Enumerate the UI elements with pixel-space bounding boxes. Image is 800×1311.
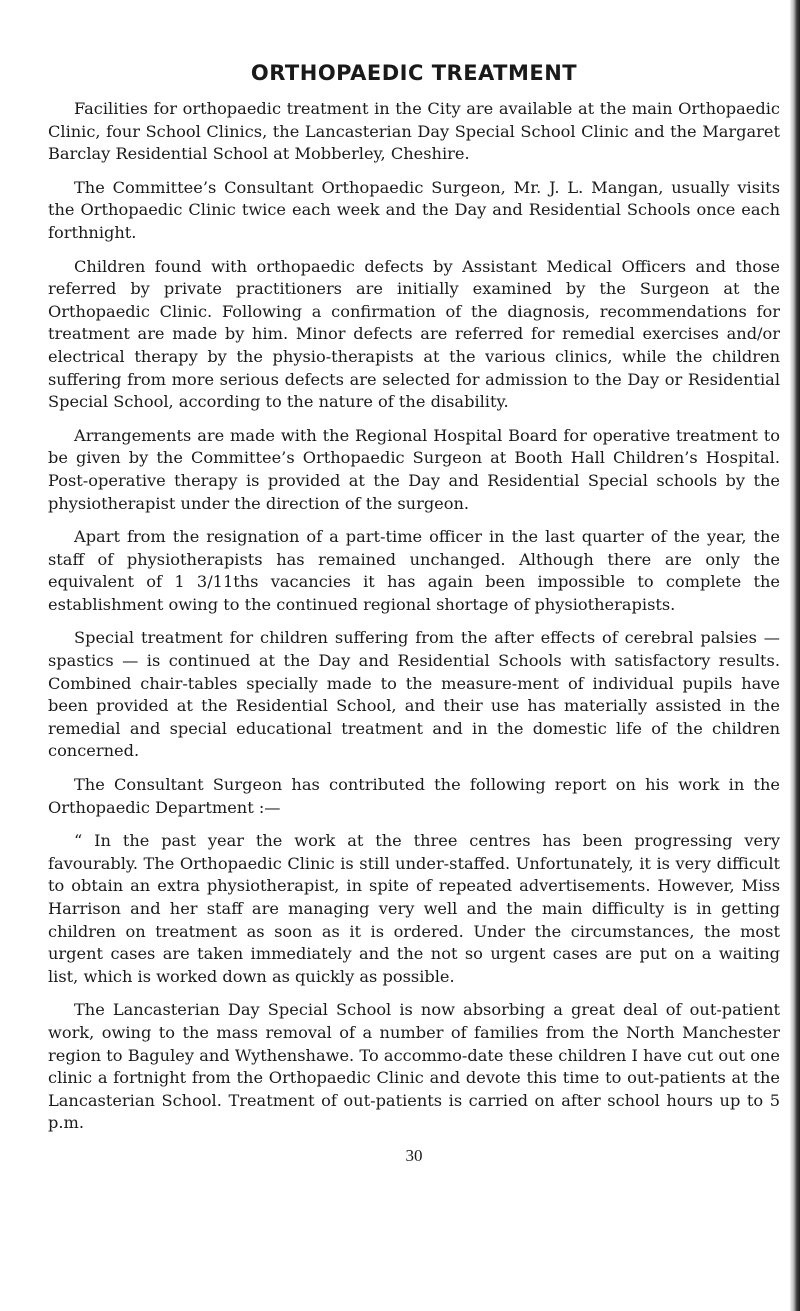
paragraph-operative-treatment: Arrangements are made with the Regional Hospital Board for operative treatment to be given by the Committee’s Orthopaedic Surgeon at Booth Hall Children’s Hospital. Post-operative therapy is provided at the Day and Residential Special schools by the physiotherapist under the direction of the surgeon.: [48, 425, 780, 513]
page-number: 30: [405, 1145, 423, 1165]
paragraph-cerebral-palsy: Special treatment for children suffering from the after effects of cerebral palsies — spastics — is continued at the Day and Residential Schools with satisfactory results. Combined chair-tables specially made to the measure-ment of individual pupils have been provided at the Residential School, and their use has materially assisted in the remedial and special educational treatment and in the domestic life of the children concerned.: [48, 628, 780, 761]
paragraph-facilities: Facilities for orthopaedic treatment in the City are available at the main Orthopaedic Clinic, four School Clinics, the Lancasterian Day Special School Clinic and the Margaret Barclay Residential School at Mobberley, Cheshire.: [48, 99, 780, 164]
paragraph-report-outpatients: The Lancasterian Day Special School is now absorbing a great deal of out-patient work, owing to the mass removal of a number of families from the North Manchester region to Baguley and Wythenshawe. To accommo-date these children I have cut out one clinic a fortnight from the Orthopaedic Clinic and devote this time to out-patients at the Lancasterian School. Treatment of out-patients is carried on after school hours up to 5 p.m.: [48, 1000, 780, 1133]
paragraph-report-centres: “ In the past year the work at the three centres has been progressing very favourably. The Orthopaedic Clinic is still under-staffed. Unfortunately, it is very difficult to obtain an extra physiotherapist, in spite of repeated advertisements. However, Miss Harrison and her staff are managing very well and the main difficulty is in getting children on treatment as soon as it is ordered. Under the circumstances, the most urgent cases are taken immediately and the not so urgent cases are put on a waiting list, which is worked down as quickly as possible.: [48, 831, 780, 986]
paragraph-staffing: Apart from the resignation of a part-time officer in the last quarter of the year, the staff of physiotherapists has remained unchanged. Although there are only the equivalent of 1 3/11ths vacancies it has again been impossible to complete the establishment owing to the continued regional shortage of physiotherapists.: [48, 527, 780, 614]
paragraph-consultant-visits: The Committee’s Consultant Orthopaedic Surgeon, Mr. J. L. Mangan, usually visits the Orthopaedic Clinic twice each week and the Day and Residential Schools once each forthnight.: [48, 177, 780, 242]
paragraph-report-intro: The Consultant Surgeon has contributed the following report on his work in the Orthopaedic Department :—: [48, 775, 780, 817]
document-page: [48, 58, 780, 1166]
page-edge-shadow: [790, 0, 800, 1311]
paragraph-referrals: Children found with orthopaedic defects by Assistant Medical Officers and those referred by private practitioners are initially examined by the Surgeon at the Orthopaedic Clinic. Following a confirmation of the diagnosis, recommendations for treatment are made by him. Minor defects are referred for remedial exercises and/or electrical therapy by the physio-therapists at the various clinics, while the children suffering from more serious defects are selected for admission to the Day or Residential Special School, according to the nature of the disability.: [48, 256, 780, 412]
page-title: ORTHOPAEDIC TREATMENT: [250, 61, 578, 85]
